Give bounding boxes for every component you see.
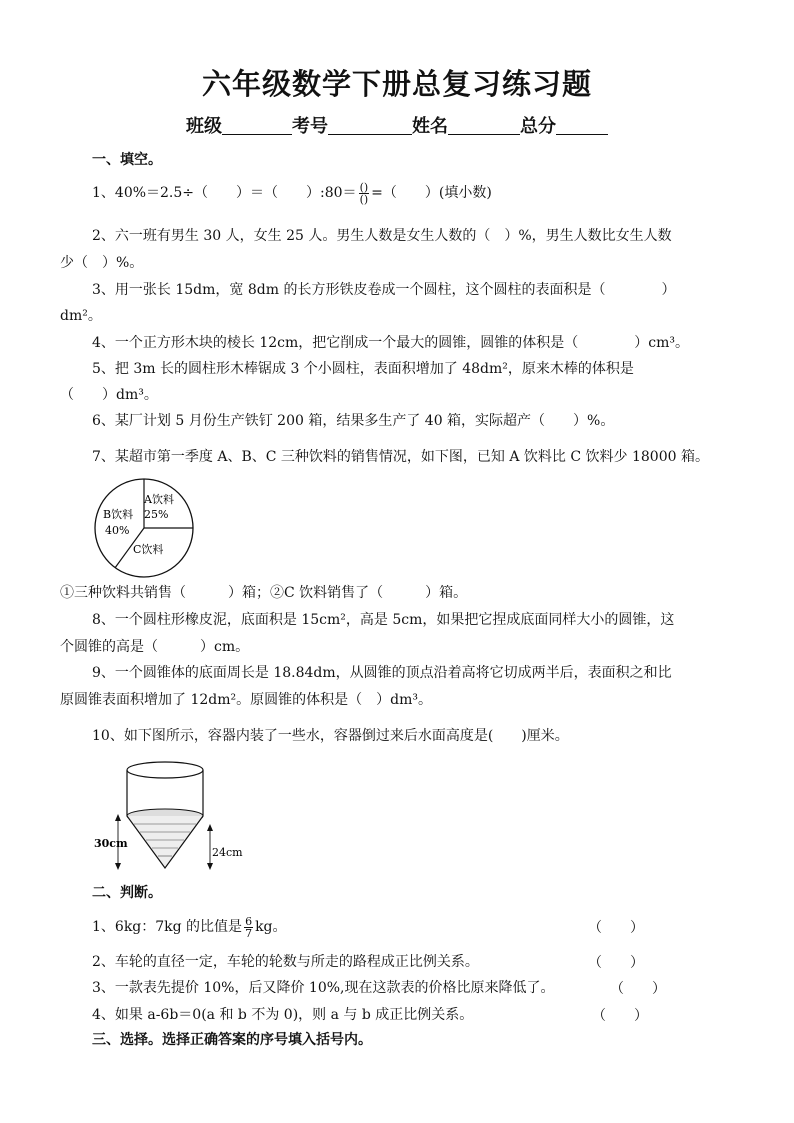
field-score-blank[interactable] (556, 116, 608, 135)
question-1-5-line1: 5、把 3m 长的圆柱形木棒锯成 3 个小圆柱，表面积增加了 48dm²，原来木棒的体积是 (92, 361, 634, 377)
fraction-numerator: 6 (245, 914, 253, 928)
q2-1-fraction (244, 916, 253, 939)
fraction-numerator: () (359, 180, 369, 194)
question-1-7-sub: ①三种饮料共销售（ ）箱；②C 饮料销售了（ ）箱。 (60, 585, 468, 601)
question-1-9-line1: 9、一个圆锥体的底面周长是 18.84dm，从圆锥的顶点沿着高将它切成两半后，表面积之和比 (92, 665, 672, 681)
question-2-3: 3、一款表先提价 10%，后又降价 10%,现在这款表的价格比原来降低了。 (92, 980, 555, 996)
pie-label-b-value: 40% (105, 524, 130, 537)
fraction-denominator: 7 (245, 926, 253, 940)
question-1-10: 10、如下图所示，容器内装了一些水，容器倒过来后水面高度是( )厘米。 (92, 728, 569, 744)
field-number-label: 考号 (292, 116, 328, 137)
field-name-label: 姓名 (412, 116, 448, 137)
question-2-4: 4、如果 a-6b＝0(a 和 b 不为 0)，则 a 与 b 成正比例关系。 (92, 1007, 474, 1023)
pie-label-b-name: B饮料 (103, 508, 134, 521)
answer-paren-2-3[interactable]: （ ） (610, 981, 666, 997)
question-1-4: 4、一个正方形木块的棱长 12cm，把它削成一个最大的圆锥，圆锥的体积是（ ）cm³。 (92, 335, 690, 351)
answer-paren-2-1[interactable]: （ ） (588, 920, 644, 936)
question-1-2-line2: 少（ ）%。 (60, 255, 144, 271)
answer-paren-2-4[interactable]: （ ） (592, 1008, 648, 1024)
fraction-denominator: () (359, 192, 369, 206)
pie-label-c-name: C饮料 (133, 543, 164, 556)
section2-heading: 二、判断。 (92, 885, 162, 901)
question-1-8-line2: 个圆锥的高是（ ）cm。 (60, 639, 250, 655)
field-name-blank[interactable] (448, 116, 520, 135)
question-1-1 (92, 178, 492, 208)
field-score-label: 总分 (520, 116, 556, 137)
section1-heading: 一、填空。 (92, 152, 162, 168)
header-fields (0, 112, 794, 138)
container-figure (92, 758, 243, 878)
field-number-blank[interactable] (328, 116, 412, 135)
pie-label-a-value: 25% (144, 508, 169, 521)
sales-pie-chart (92, 476, 196, 580)
question-1-2-line1: 2、六一班有男生 30 人，女生 25 人。男生人数是女生人数的（ ）%，男生人数比女生人数 (92, 228, 672, 244)
question-2-1 (92, 912, 287, 942)
section3-heading: 三、选择。选择正确答案的序号填入括号内。 (92, 1032, 372, 1048)
container-label-left: 30cm (94, 837, 128, 850)
container-label-right: 24cm (212, 846, 243, 859)
question-1-3-line1: 3、用一张长 15dm，宽 8dm 的长方形铁皮卷成一个圆柱，这个圆柱的表面积是（ ） (92, 282, 676, 298)
question-1-5-line2: （ ）dm³。 (60, 387, 158, 403)
page-title: 六年级数学下册总复习练习题 (201, 67, 592, 101)
question-1-3-line2: dm²。 (60, 308, 102, 324)
question-1-8-line1: 8、一个圆柱形橡皮泥，底面积是 15cm²，高是 5cm，如果把它捏成底面同样大小的圆锥，这 (92, 612, 675, 628)
q1-1-text-a: 1、40%＝2.5÷（ ）＝（ ）:80＝ (92, 185, 357, 201)
question-2-2: 2、车轮的直径一定，车轮的轮数与所走的路程成正比例关系。 (92, 954, 479, 970)
question-1-7: 7、某超市第一季度 A、B、C 三种饮料的销售情况，如下图，已知 A 饮料比 C 饮料少 18000 箱。 (92, 449, 709, 465)
q1-1-text-b: =（ ）(填小数) (371, 185, 492, 201)
field-class-blank[interactable] (222, 116, 292, 135)
question-1-9-line2: 原圆锥表面积增加了 12dm²。原圆锥的体积是（ ）dm³。 (60, 692, 432, 708)
question-1-6: 6、某厂计划 5 月份生产铁钉 200 箱，结果多生产了 40 箱，实际超产（ ）%。 (92, 413, 615, 429)
answer-paren-2-2[interactable]: （ ） (588, 955, 644, 971)
q2-1-text-b: kg。 (255, 919, 287, 935)
q1-1-fraction (359, 182, 370, 205)
field-class-label: 班级 (186, 116, 222, 137)
q2-1-text-a: 1、6kg：7kg 的比值是 (92, 919, 243, 935)
pie-label-a-name: A饮料 (144, 493, 174, 506)
